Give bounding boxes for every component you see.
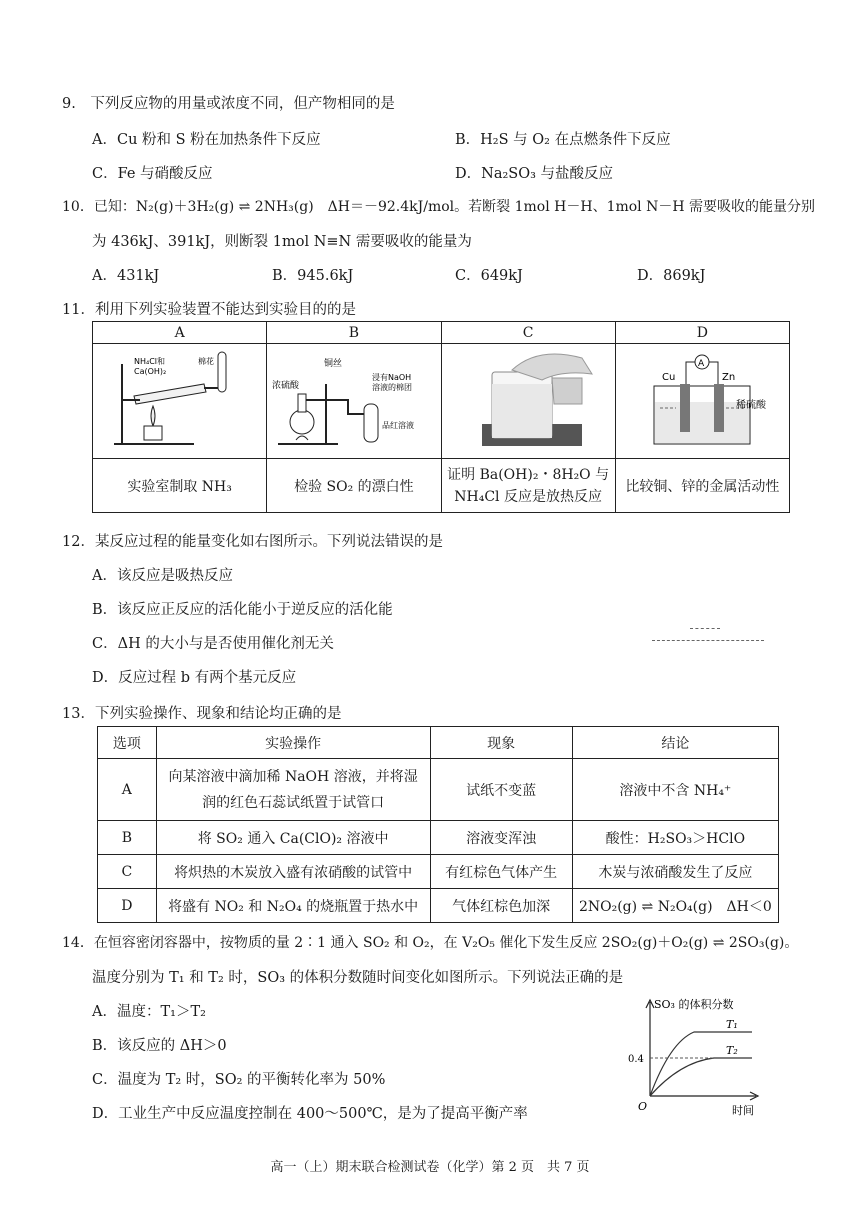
q11-caption-d: 比较铜、锌的金属活动性 bbox=[615, 459, 789, 513]
q11-caption-b: 检验 SO₂ 的漂白性 bbox=[267, 459, 441, 513]
curve-t2 bbox=[650, 1058, 752, 1096]
q13-header-operation: 实验操作 bbox=[156, 727, 430, 759]
q13-row-a-operation-line1: 向某溶液中滴加稀 NaOH 溶液，并将湿 bbox=[168, 768, 418, 785]
q11-header-a: A bbox=[93, 322, 267, 344]
q12-option-d: D．反应过程 b 有两个基元反应 bbox=[92, 670, 297, 686]
q10-stem-line2: 为 436kJ、391kJ，则断裂 1mol N≡N 需要吸收的能量为 bbox=[92, 234, 472, 250]
table-row bbox=[98, 821, 779, 855]
q9-option-b: B．H₂S 与 O₂ 在点燃条件下反应 bbox=[455, 132, 671, 148]
q13-table bbox=[97, 726, 779, 923]
graph-series-t2: T₂ bbox=[726, 1044, 738, 1057]
table-row bbox=[98, 855, 779, 889]
q11-header-d: D bbox=[615, 322, 789, 344]
q13-header-option: 选项 bbox=[98, 727, 157, 759]
q13-row-d-conclusion: 2NO₂(g) ⇌ N₂O₄(g) ΔH＜0 bbox=[572, 889, 778, 923]
q14-stem-line2: 温度分别为 T₁ 和 T₂ 时，SO₃ 的体积分数随时间变化如图所示。下列说法正确的是 bbox=[92, 970, 624, 986]
q13-row-d-phenomenon: 气体红棕色加深 bbox=[430, 889, 572, 923]
q10-option-b: B．945.6kJ bbox=[272, 268, 354, 284]
q9-option-d: D．Na₂SO₃ 与盐酸反应 bbox=[455, 166, 614, 182]
q13-row-a-phenomenon: 试纸不变蓝 bbox=[430, 759, 572, 821]
label-cu: Cu bbox=[662, 372, 676, 383]
graph-origin: O bbox=[638, 1100, 648, 1113]
energy-graph-dashed-line bbox=[652, 640, 764, 641]
q13-row-a-conclusion: 溶液中不含 NH₄⁺ bbox=[572, 759, 778, 821]
q13-header-phenomenon: 现象 bbox=[430, 727, 572, 759]
q13-row-a-option: A bbox=[98, 759, 157, 821]
graph-tick: 0.4 bbox=[628, 1054, 644, 1065]
q13-row-b-phenomenon: 溶液变浑浊 bbox=[430, 821, 572, 855]
label-dilute-h2so4: 稀硫酸 bbox=[736, 400, 767, 411]
q13-row-b-option: B bbox=[98, 821, 157, 855]
q11-caption-c-line1: 证明 Ba(OH)₂・8H₂O 与 bbox=[447, 466, 610, 483]
q10-option-d: D．869kJ bbox=[637, 268, 706, 284]
ammeter-icon: A bbox=[698, 359, 705, 369]
q13-stem: 13．下列实验操作、现象和结论均正确的是 bbox=[62, 706, 342, 722]
label-conc-h2so4: 浓硫酸 bbox=[271, 381, 299, 391]
curve-t1 bbox=[650, 1032, 752, 1096]
graph-series-t1: T₁ bbox=[726, 1018, 738, 1031]
q14-option-b: B．该反应的 ΔH＞0 bbox=[92, 1038, 227, 1054]
q13-row-d-operation: 将盛有 NO₂ 和 N₂O₄ 的烧瓶置于热水中 bbox=[156, 889, 430, 923]
q10-stem-line1: 10．已知：N₂(g)＋3H₂(g) ⇌ 2NH₃(g) ΔH＝－92.4kJ/mol。若断裂 1mol H－H、1mol N－H 需要吸收的能量分别 bbox=[62, 199, 816, 215]
q12-option-b: B．该反应正反应的活化能小于逆反应的活化能 bbox=[92, 602, 393, 618]
label-zn: Zn bbox=[722, 372, 736, 383]
energy-graph-dashed-line-top bbox=[690, 628, 720, 629]
q13-row-a-operation-line2: 润的红色石蕊试纸置于试管口 bbox=[202, 794, 385, 811]
q11-caption-a: 实验室制取 NH₃ bbox=[93, 459, 267, 513]
q11-header-c: C bbox=[441, 322, 615, 344]
q11-apparatus-a bbox=[93, 344, 267, 459]
q10-option-c: C．649kJ bbox=[455, 268, 523, 284]
label-cotton: 棉花 bbox=[197, 357, 214, 366]
q13-header-conclusion: 结论 bbox=[572, 727, 778, 759]
q12-stem: 12．某反应过程的能量变化如右图所示。下列说法错误的是 bbox=[62, 534, 443, 550]
q13-row-b-conclusion: 酸性：H₂SO₃＞HClO bbox=[572, 821, 778, 855]
q9-option-c: C．Fe 与硝酸反应 bbox=[92, 166, 213, 182]
q11-table bbox=[92, 321, 790, 513]
q10-option-a: A．431kJ bbox=[92, 268, 160, 284]
q9-stem: 9. 下列反应物的用量或浓度不同，但产物相同的是 bbox=[62, 96, 395, 112]
q11-caption-c bbox=[441, 459, 615, 513]
label-magenta-solution: 品红溶液 bbox=[381, 421, 414, 430]
label-cotton-ball: 溶液的棉团 bbox=[371, 383, 412, 392]
q11-header-b: B bbox=[267, 322, 441, 344]
table-row bbox=[98, 759, 779, 821]
q13-row-c-conclusion: 木炭与浓硝酸发生了反应 bbox=[572, 855, 778, 889]
q13-row-c-phenomenon: 有红棕色气体产生 bbox=[430, 855, 572, 889]
page-footer: 高一（上）期末联合检测试卷（化学）第 2 页 共 7 页 bbox=[270, 1160, 590, 1175]
q11-apparatus-b bbox=[267, 344, 441, 459]
q13-row-c-option: C bbox=[98, 855, 157, 889]
q13-row-b-operation: 将 SO₂ 通入 Ca(ClO)₂ 溶液中 bbox=[156, 821, 430, 855]
q14-option-a: A．温度：T₁＞T₂ bbox=[92, 1004, 206, 1020]
q13-row-a-operation bbox=[156, 759, 430, 821]
so3-volume-fraction-graph bbox=[628, 996, 792, 1120]
beaker-hand-photo bbox=[442, 344, 614, 454]
table-row bbox=[98, 889, 779, 923]
q12-option-a: A．该反应是吸热反应 bbox=[92, 568, 233, 584]
q11-apparatus-d bbox=[615, 344, 789, 459]
galvanic-cell-figure bbox=[616, 344, 788, 454]
q14-option-d: D．工业生产中反应温度控制在 400～500℃，是为了提高平衡产率 bbox=[92, 1106, 528, 1122]
label-copper-wire: 铜丝 bbox=[323, 359, 342, 369]
label-nh4cl: NH₄Cl和 bbox=[133, 357, 165, 366]
q13-row-d-option: D bbox=[98, 889, 157, 923]
label-caoh2: Ca(OH)₂ bbox=[133, 367, 166, 376]
q13-row-c-operation: 将炽热的木炭放入盛有浓硝酸的试管中 bbox=[156, 855, 430, 889]
so2-bleaching-apparatus-figure bbox=[268, 344, 440, 454]
q11-stem: 11．利用下列实验装置不能达到实验目的的是 bbox=[62, 302, 356, 318]
graph-xlabel: 时间 bbox=[732, 1104, 754, 1117]
q14-option-c: C．温度为 T₂ 时，SO₂ 的平衡转化率为 50% bbox=[92, 1072, 386, 1088]
q12-option-c: C．ΔH 的大小与是否使用催化剂无关 bbox=[92, 636, 334, 652]
q9-option-a: A．Cu 粉和 S 粉在加热条件下反应 bbox=[92, 132, 321, 148]
q14-stem-line1: 14．在恒容密闭容器中，按物质的量 2∶1 通入 SO₂ 和 O₂，在 V₂O₅ 催化下发生反应 2SO₂(g)＋O₂(g) ⇌ 2SO₃(g)。 bbox=[62, 935, 799, 951]
label-naoh-soaked: 浸有NaOH bbox=[371, 373, 412, 382]
q11-caption-c-line2: NH₄Cl 反应是放热反应 bbox=[454, 488, 602, 505]
graph-ylabel: SO₃ 的体积分数 bbox=[654, 998, 734, 1011]
q11-apparatus-c bbox=[441, 344, 615, 459]
ammonia-prep-apparatus-figure bbox=[94, 344, 266, 454]
